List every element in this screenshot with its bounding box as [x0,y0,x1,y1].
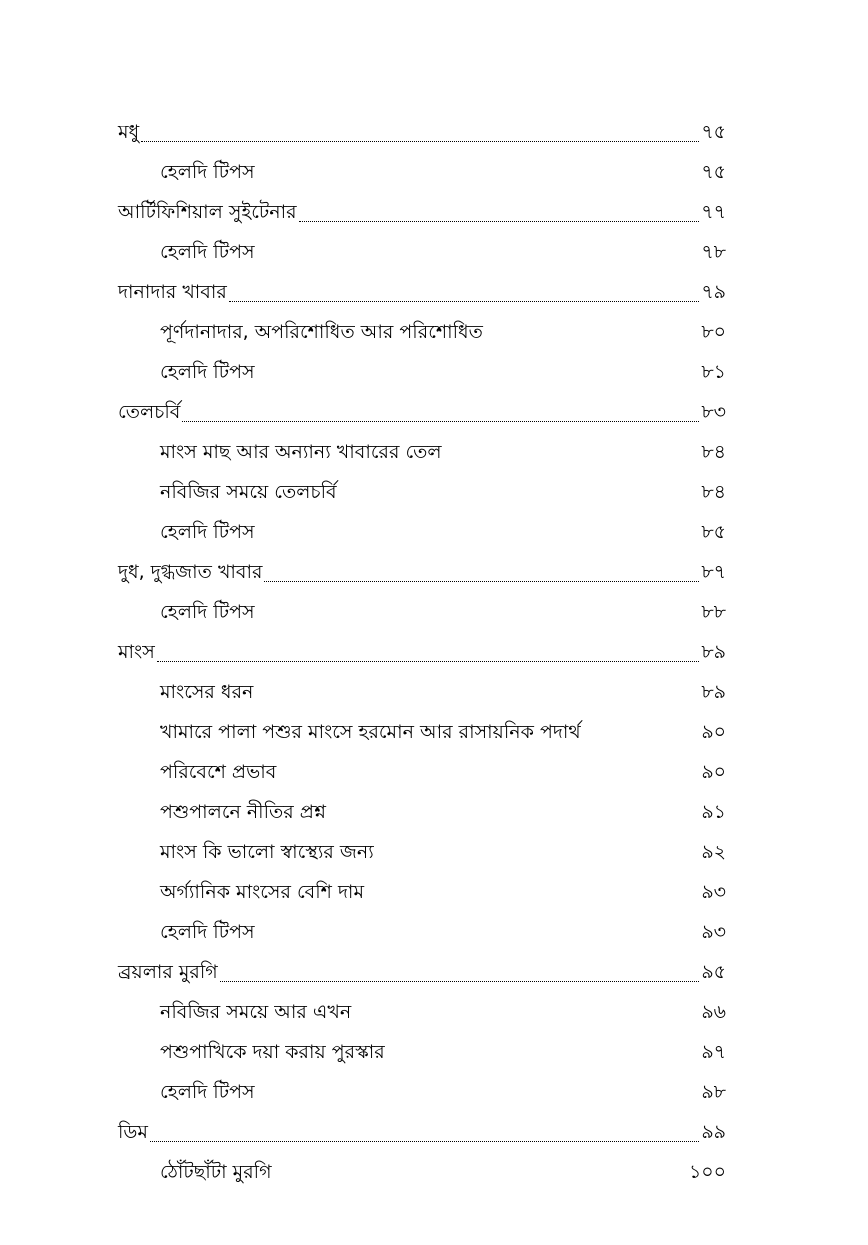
toc-entry-page: ৯২ [701,841,726,863]
toc-entry-title: হেলদি টিপস [160,521,255,543]
toc-entry-title: হেলদি টিপস [160,361,255,383]
toc-entry-page: ৮৯ [701,641,726,663]
toc-entry-title: ডিম [118,1121,148,1143]
toc-entry [118,394,726,434]
toc-entry-title: পশুপালনে নীতির প্রশ্ন [160,801,326,823]
toc-entry-title: নবিজির সময়ে আর এখন [160,1001,352,1023]
toc-entry-page: ৮৭ [701,561,726,583]
dot-leader [299,221,700,222]
toc-entry-page: ৮০ [701,321,726,343]
toc-entry-page: ৭৫ [701,121,726,143]
dot-leader [150,1141,699,1142]
toc-entry-page: ৯১ [701,801,726,823]
toc-entry-title: পরিবেশে প্রভাব [160,761,277,783]
toc-entry [118,554,726,594]
toc-subentry [118,154,726,194]
dot-leader [229,301,699,302]
toc-entry [118,114,726,154]
toc-entry-page: ১০০ [688,1161,726,1183]
toc-entry-title: আর্টিফিশিয়াল সুইটেনার [118,201,297,223]
toc-entry-page: ৯৮ [701,1081,726,1103]
toc-entry-title: মাংস কি ভালো স্বাস্থ্যের জন্য [160,841,374,863]
dot-leader [157,661,700,662]
toc-subentry [118,434,726,474]
toc-entry-page: ৮৩ [701,401,726,423]
toc-entry [118,1114,726,1154]
toc-entry-page: ৯৫ [701,961,726,983]
toc-entry-title: হেলদি টিপস [160,161,255,183]
toc-subentry [118,994,726,1034]
toc-entry-page: ৭৯ [701,281,726,303]
dot-leader [141,141,699,142]
toc-subentry [118,874,726,914]
toc-subentry [118,714,726,754]
toc-subentry [118,1074,726,1114]
toc-entry-title: খামারে পালা পশুর মাংসে হরমোন আর রাসায়নিক পদার্থ [160,721,581,743]
toc-subentry [118,1154,726,1194]
toc-entry-title: পূর্ণদানাদার, অপরিশোধিত আর পরিশোধিত [160,321,483,343]
toc-entry [118,954,726,994]
dot-leader [182,421,699,422]
toc-entry-page: ৮১ [701,361,726,383]
toc-entry-title: মধু [118,121,140,143]
toc-subentry [118,314,726,354]
toc-subentry [118,834,726,874]
toc-subentry [118,914,726,954]
toc-subentry [118,594,726,634]
toc-entry-title: হেলদি টিপস [160,921,255,943]
table-of-contents [118,114,726,1194]
toc-entry-title: হেলদি টিপস [160,241,255,263]
toc-entry-title: ঠোঁটছাঁটা মুরগি [160,1161,272,1183]
toc-entry-page: ৭৫ [701,161,726,183]
toc-entry-title: হেলদি টিপস [160,601,255,623]
toc-entry-title: পশুপাখিকে দয়া করায় পুরস্কার [160,1041,385,1063]
toc-entry-title: হেলদি টিপস [160,1081,255,1103]
toc-entry-page: ৭৮ [701,241,726,263]
toc-entry [118,274,726,314]
toc-entry-page: ৯০ [701,721,726,743]
toc-entry-page: ৯০ [701,761,726,783]
toc-entry-page: ৮৪ [701,481,726,503]
toc-entry-page: ৮৮ [701,601,726,623]
toc-entry-page: ৯৭ [701,1041,726,1063]
toc-entry-page: ৭৭ [701,201,726,223]
toc-entry-title: দুধ, দুগ্ধজাত খাবার [118,561,263,583]
toc-subentry [118,474,726,514]
toc-entry-page: ৯৬ [701,1001,726,1023]
toc-entry-title: অর্গ্যানিক মাংসের বেশি দাম [160,881,364,903]
toc-subentry [118,754,726,794]
toc-entry [118,634,726,674]
toc-entry-title: মাংসের ধরন [160,681,254,703]
toc-entry [118,194,726,234]
dot-leader [220,981,700,982]
dot-leader [264,581,699,582]
toc-entry-page: ৯৯ [701,1121,726,1143]
toc-entry-title: ব্রয়লার মুরগি [118,961,218,983]
toc-entry-page: ৮৫ [701,521,726,543]
toc-entry-page: ৯৩ [701,881,726,903]
toc-subentry [118,354,726,394]
toc-entry-title: মাংস [118,641,155,663]
toc-entry-page: ৯৩ [701,921,726,943]
toc-entry-title: তেলচর্বি [118,401,181,423]
toc-entry-title: দানাদার খাবার [118,281,227,303]
toc-entry-page: ৮৪ [701,441,726,463]
toc-entry-page: ৮৯ [701,681,726,703]
toc-subentry [118,234,726,274]
toc-subentry [118,674,726,714]
toc-subentry [118,1034,726,1074]
toc-entry-title: নবিজির সময়ে তেলচর্বি [160,481,337,503]
toc-subentry [118,794,726,834]
toc-subentry [118,514,726,554]
toc-entry-title: মাংস মাছ আর অন্যান্য খাবারের তেল [160,441,442,463]
